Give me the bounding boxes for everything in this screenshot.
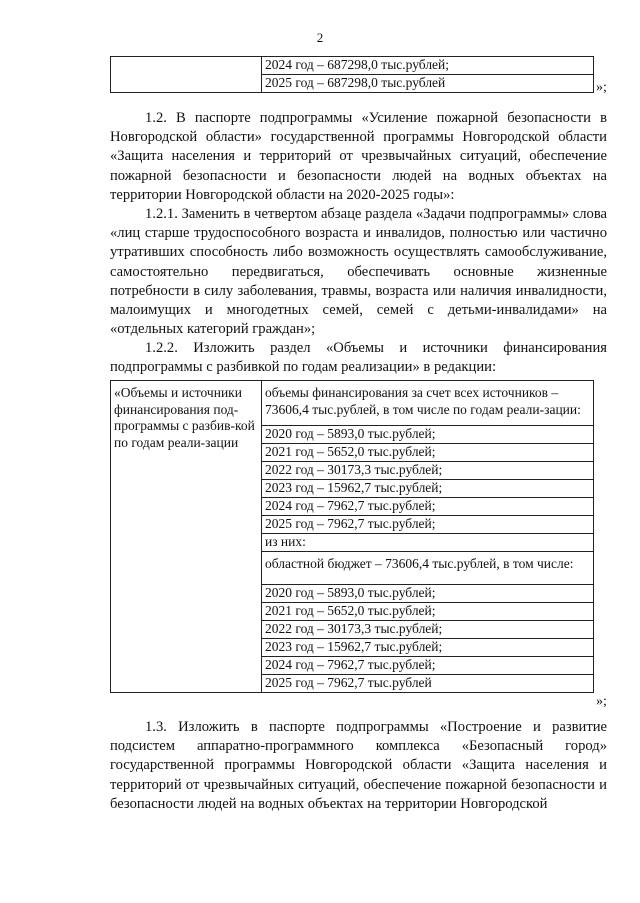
table-row: 2024 год – 687298,0 тыс.рублей;: [262, 57, 594, 75]
paragraph-text: 1.2.2. Изложить раздел «Объемы и источники финансирования подпрограммы с разбивкой по годам реализации» в редакции:: [110, 340, 607, 376]
paragraph-text: 1.3. Изложить в паспорте подпрограммы «Построение и развитие подсистем аппаратно-программного комплекса «Безопасный город» государственной программы Новгородской области «Защита населения и территорий от чрезвычайных ситуаций, обеспечение пожарной безопасности и безопасности людей на водных объектах на территории Новгородской: [110, 719, 607, 812]
financing-table: [110, 380, 594, 693]
paragraph-1-2-2: [110, 339, 607, 377]
table-row: 2023 год – 15962,7 тыс.рублей;: [262, 480, 594, 498]
table-row: объемы финансирования за счет всех источников – 73606,4 тыс.рублей, в том числе по годам реали-зации:: [262, 381, 594, 426]
table-row: 2020 год – 5893,0 тыс.рублей;: [262, 426, 594, 444]
paragraph-1-2-1: [110, 205, 607, 339]
top-table-empty-cell: [111, 57, 262, 93]
financing-table-label: «Объемы и источники финансирования под-программы с разбив-кой по годам реали-зации: [111, 381, 262, 693]
paragraph-1-3: [110, 718, 607, 814]
top-table-tail: »;: [596, 80, 607, 95]
table-row: 2022 год – 30173,3 тыс.рублей;: [262, 621, 594, 639]
table-row: областной бюджет – 73606,4 тыс.рублей, в том числе:: [262, 552, 594, 585]
table-row: 2024 год – 7962,7 тыс.рублей;: [262, 498, 594, 516]
table-row: 2023 год – 15962,7 тыс.рублей;: [262, 639, 594, 657]
table-row: 2020 год – 5893,0 тыс.рублей;: [262, 585, 594, 603]
paragraph-text: 1.2. В паспорте подпрограммы «Усиление пожарной безопасности в Новгородской области» государственной программы Новгородской области «Защита населения и территорий от чрезвычайных ситуаций, обеспечение пожарной безопасности и безопасности людей на водных объектах на территории Новгородской области на 2020-2025 годы»:: [110, 110, 607, 203]
financing-table-tail: »;: [596, 694, 607, 709]
paragraph-text: 1.2.1. Заменить в четвертом абзаце раздела «Задачи подпрограммы» слова «лиц старше трудоспособного возраста и инвалидов, полностью или частично утративших способность либо возможность осуществлять самообслуживание, самостоятельно передвигаться, обеспечивать основные жизненные потребности в силу заболевания, травмы, возраста или наличия инвалидности, малоимущих и многодетных семей, семей с детьми-инвалидами» на «отдельных категорий граждан»;: [110, 206, 607, 338]
page-number: 2: [316, 30, 324, 45]
top-table: [110, 56, 594, 93]
table-row: из них:: [262, 534, 594, 552]
paragraph-1-2: [110, 109, 607, 205]
table-row: 2022 год – 30173,3 тыс.рублей;: [262, 462, 594, 480]
table-row: 2024 год – 7962,7 тыс.рублей;: [262, 657, 594, 675]
table-row: 2021 год – 5652,0 тыс.рублей;: [262, 444, 594, 462]
table-row: 2025 год – 7962,7 тыс.рублей: [262, 675, 594, 693]
table-row: 2021 год – 5652,0 тыс.рублей;: [262, 603, 594, 621]
table-row: 2025 год – 7962,7 тыс.рублей;: [262, 516, 594, 534]
table-row: 2025 год – 687298,0 тыс.рублей: [262, 75, 594, 93]
